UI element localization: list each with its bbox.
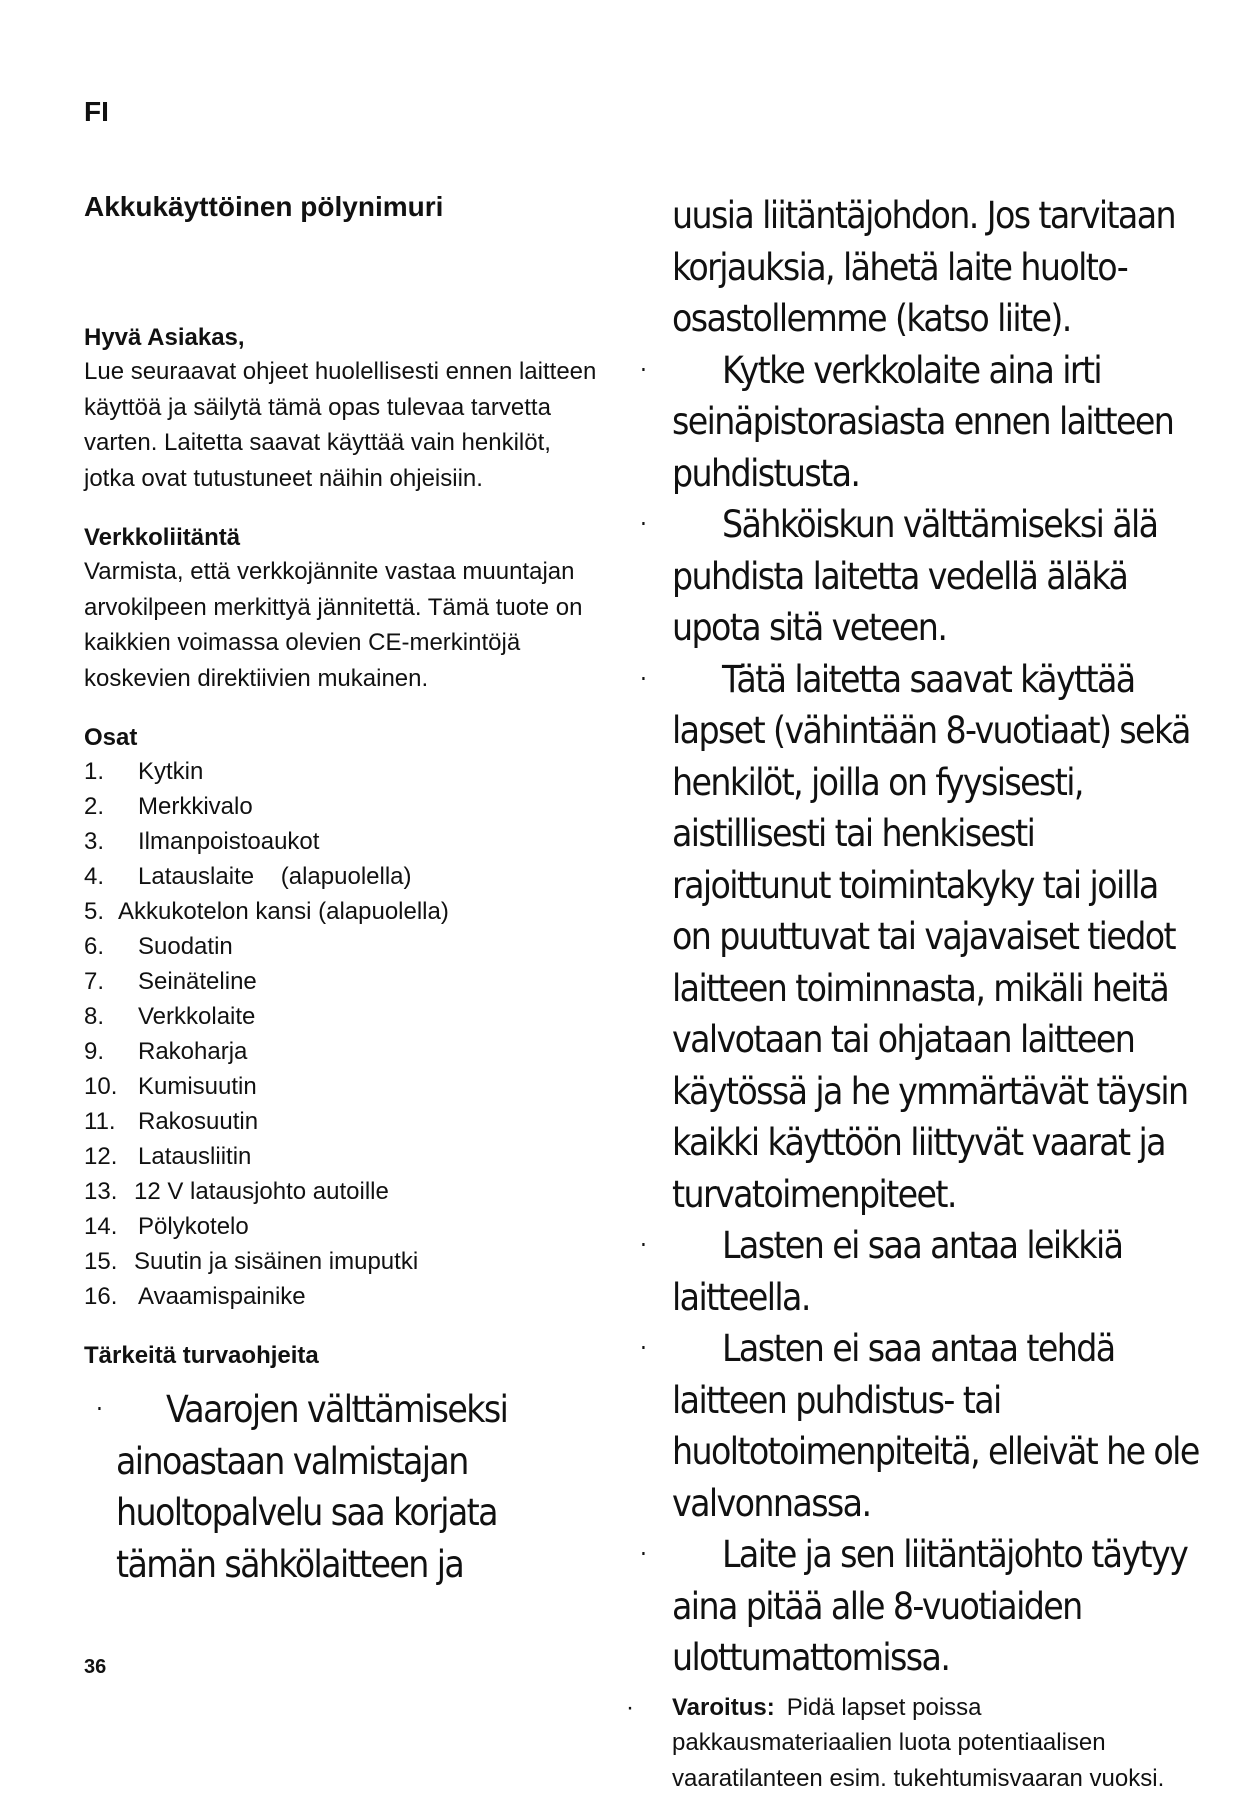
part-number: 6. [84, 929, 138, 964]
list-item [84, 1034, 604, 1069]
safety-section [84, 1340, 604, 1590]
list-item [84, 1279, 604, 1314]
part-number: 5. [84, 894, 118, 929]
part-label: Kumisuutin [138, 1069, 257, 1104]
list-item [84, 824, 604, 859]
bullet-icon: · [640, 1529, 645, 1581]
list-item [84, 789, 604, 824]
list-item [84, 999, 604, 1034]
list-item [640, 1323, 1200, 1529]
part-label: Merkkivalo [138, 789, 253, 824]
part-label: Latausliitin [138, 1139, 251, 1174]
greeting-text: Lue seuraavat ohjeet huolellisesti ennen laitteen käyttöä ja säilytä tämä opas tulevaa tarvetta varten. Laitetta saavat käyttää vain henkilöt, jotka ovat tutustuneet näihin ohjeisiin. [84, 354, 604, 496]
part-number: 15. [84, 1244, 134, 1279]
part-number: 3. [84, 824, 138, 859]
safety-item-text: Lasten ei saa antaa tehdä laitteen puhdistus- tai huoltotoimenpiteitä, elleivät he ole valvonnassa. [672, 1327, 1199, 1525]
parts-list [84, 754, 604, 1314]
part-number: 8. [84, 999, 138, 1034]
part-number: 9. [84, 1034, 138, 1069]
list-item [84, 1139, 604, 1174]
part-label: Suutin ja sisäinen imuputki [134, 1244, 418, 1279]
part-number: 11. [84, 1104, 138, 1139]
mains-text: Varmista, että verkkojännite vastaa muuntajan arvokilpeen merkittyä jännitettä. Tämä tuote on kaikkien voimassa olevien CE-merkintöjä koskevien direktiivien mukainen. [84, 554, 604, 696]
part-label: Rakoharja [138, 1034, 247, 1069]
list-item [640, 1529, 1200, 1684]
part-number: 12. [84, 1139, 138, 1174]
part-label: Akkukotelon kansi (alapuolella) [118, 894, 449, 929]
list-item [640, 1220, 1200, 1323]
part-label: Suodatin [138, 929, 233, 964]
list-item [84, 859, 604, 894]
bullet-icon: · [640, 499, 645, 551]
part-label: Verkkolaite [138, 999, 255, 1034]
list-item [84, 1209, 604, 1244]
safety-item-text: Laite ja sen liitäntäjohto täytyy aina pitää alle 8-vuotiaiden ulottumattomissa. [672, 1533, 1187, 1679]
part-label: Seinäteline [138, 964, 257, 999]
part-number: 7. [84, 964, 138, 999]
part-number: 10. [84, 1069, 138, 1104]
part-number: 14. [84, 1209, 138, 1244]
part-label: Kytkin [138, 754, 203, 789]
right-column [640, 190, 1200, 1796]
safety-item-text: Vaarojen välttämiseksi ainoastaan valmistajan huoltopalvelu saa korjata tämän sähkölaitteen ja [116, 1388, 507, 1586]
bullet-icon: · [640, 1220, 645, 1272]
list-item [640, 654, 1200, 1221]
page-number: 36 [84, 1656, 106, 1679]
safety-item-text: Sähköiskun välttämiseksi älä puhdista laitetta vedellä äläkä upota sitä veteen. [672, 503, 1157, 649]
mains-heading: Verkkoliitäntä [84, 522, 604, 554]
warning-label: Varoitus: [672, 1694, 775, 1721]
part-label: Avaamispainike [138, 1279, 306, 1314]
greeting-section [84, 322, 604, 496]
part-label: 12 V latausjohto autoille [134, 1174, 389, 1209]
bullet-icon: · [96, 1384, 101, 1436]
list-item [84, 964, 604, 999]
list-item [640, 345, 1200, 500]
part-label: Pölykotelo [138, 1209, 249, 1244]
part-number: 2. [84, 789, 138, 824]
list-item [84, 1104, 604, 1139]
safety-list [84, 1384, 604, 1590]
list-item [84, 1174, 604, 1209]
safety-item-text: Kytke verkkolaite aina irti seinäpistorasiasta ennen laitteen puhdistusta. [672, 349, 1173, 495]
list-item [84, 1244, 604, 1279]
list-item [84, 1069, 604, 1104]
mains-section [84, 522, 604, 696]
list-item [640, 499, 1200, 654]
language-code: FI [84, 98, 109, 126]
left-column [84, 190, 604, 1590]
safety-list-continued [640, 345, 1200, 1684]
list-item [84, 894, 604, 929]
bullet-icon: · [640, 1323, 645, 1375]
document-title: Akkukäyttöinen pölynimuri [84, 190, 604, 224]
part-label: Latauslaite (alapuolella) [138, 859, 412, 894]
greeting-heading: Hyvä Asiakas, [84, 322, 604, 354]
warning-text: Pidä lapset poissa pakkausmateriaalien luota potentiaalisen vaaratilanteen esim. tukehtumisvaaran vuoksi. [672, 1694, 1164, 1792]
safety-item-text: Lasten ei saa antaa leikkiä laitteella. [672, 1224, 1122, 1319]
warning-note [640, 1690, 1200, 1796]
part-number: 1. [84, 754, 138, 789]
list-item [84, 754, 604, 789]
safety-item-text: Tätä laitetta saavat käyttää lapset (vähintään 8-vuotiaat) sekä henkilöt, joilla on fyysisesti, aistillisesti tai henkisesti rajoittunut toimintakyky tai joilla on puuttuvat tai vajavaiset tiedot laitteen toiminnasta, mikäli heitä valvotaan tai ohjataan laitteen käytössä ja he ymmärtävät täysin kaikki käyttöön liittyvät vaarat ja turvatoimenpiteet. [672, 658, 1190, 1216]
bullet-icon: · [640, 345, 645, 397]
safety-item-continuation: uusia liitäntäjohdon. Jos tarvitaan korjauksia, lähetä laite huolto-osastollemme (katso liite). [640, 190, 1200, 345]
part-number: 4. [84, 859, 138, 894]
part-number: 16. [84, 1279, 138, 1314]
list-item [84, 1384, 604, 1590]
parts-heading: Osat [84, 722, 604, 754]
part-number: 13. [84, 1174, 134, 1209]
list-item [84, 929, 604, 964]
bullet-icon: · [626, 1690, 634, 1726]
bullet-icon: · [640, 654, 645, 706]
safety-heading: Tärkeitä turvaohjeita [84, 1340, 604, 1372]
part-label: Ilmanpoistoaukot [138, 824, 319, 859]
part-label: Rakosuutin [138, 1104, 258, 1139]
parts-section [84, 722, 604, 1314]
